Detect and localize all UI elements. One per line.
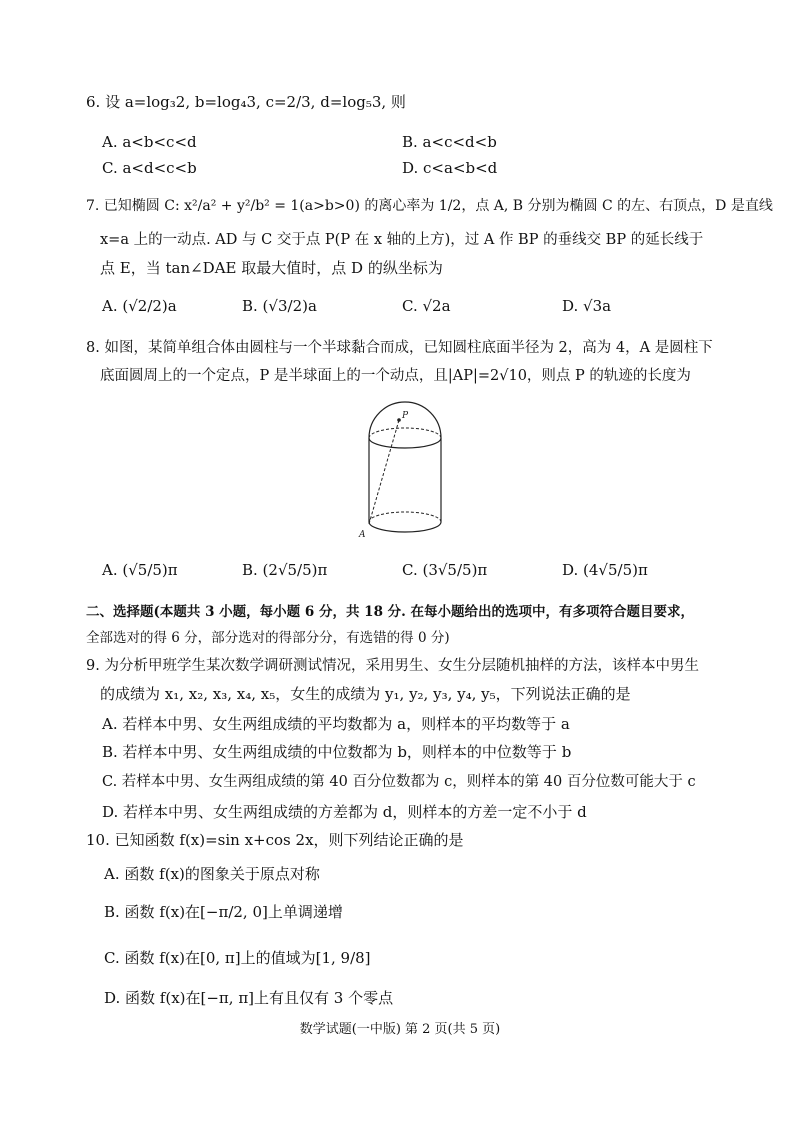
q6-option-a: A. a<b<c<d (102, 133, 197, 151)
q7-option-b: B. (√3/2)a (242, 297, 317, 315)
q8-option-b: B. (2√5/5)π (242, 561, 328, 579)
point-p (397, 418, 401, 422)
section2-heading-line-2: 全部选对的得 6 分，部分选对的得部分分，有选错的得 0 分) (86, 630, 450, 646)
segment-ap (369, 420, 399, 524)
bottom-ellipse-back (369, 512, 441, 522)
page-footer: 数学试题(一中版) 第 2 页(共 5 页) (299, 1022, 501, 1037)
q8-option-a: A. (√5/5)π (102, 561, 178, 579)
cylinder-hemisphere-figure (355, 398, 455, 542)
q8-line-1: 8. 如图，某简单组合体由圆柱与一个半球黏合而成，已知圆柱底面半径为 2，高为 4，A 是圆柱下 (86, 340, 713, 356)
q7-option-a: A. (√2/2)a (102, 297, 177, 315)
label-p: P (402, 411, 409, 421)
q9-option-c: C. 若样本中男、女生两组成绩的第 40 百分位数都为 c，则样本的第 40 百分位数可能大于 c (102, 774, 696, 790)
bottom-ellipse-front (369, 522, 441, 532)
top-ellipse-back (369, 428, 441, 438)
q10-option-c: C. 函数 f(x)在[0, π]上的值域为[1, 9/8] (104, 949, 371, 967)
q7-line-1: 7. 已知椭圆 C: x²/a² + y²/b² = 1(a>b>0) 的离心率为 1/2，点 A, B 分别为椭圆 C 的左、右顶点，D 是直线 (86, 198, 773, 214)
q6-stem: 6. 设 a=log₃2, b=log₄3, c=2/3, d=log₅3, 则 (86, 93, 406, 111)
q9-option-b: B. 若样本中男、女生两组成绩的中位数都为 b，则样本的中位数等于 b (102, 743, 572, 761)
q10-option-d: D. 函数 f(x)在[−π, π]上有且仅有 3 个零点 (104, 989, 394, 1007)
q9-option-d: D. 若样本中男、女生两组成绩的方差都为 d，则样本的方差一定不小于 d (102, 803, 587, 821)
q7-option-d: D. √3a (562, 297, 612, 315)
q7-line-2: x=a 上的一动点. AD 与 C 交于点 P(P 在 x 轴的上方)，过 A 作 BP 的垂线交 BP 的延长线于 (100, 232, 704, 248)
q9-line-1: 9. 为分析甲班学生某次数学调研测试情况，采用男生、女生分层随机抽样的方法，该样本中男生 (86, 658, 699, 674)
q9-line-2: 的成绩为 x₁, x₂, x₃, x₄, x₅，女生的成绩为 y₁, y₂, y₃, y₄, y₅，下列说法正确的是 (100, 685, 631, 703)
q6-option-b: B. a<c<d<b (402, 133, 497, 151)
q7-option-c: C. √2a (402, 297, 451, 315)
q6-option-c: C. a<d<c<b (102, 159, 197, 177)
q8-option-c: C. (3√5/5)π (402, 561, 488, 579)
section2-heading-line-1: 二、选择题(本题共 3 小题，每小题 6 分，共 18 分. 在每小题给出的选项中，有多项符合题目要求， (86, 604, 695, 620)
top-ellipse-front (369, 438, 441, 448)
label-a: A (359, 530, 366, 540)
q10-option-a: A. 函数 f(x)的图象关于原点对称 (104, 865, 320, 883)
q10-stem: 10. 已知函数 f(x)=sin x+cos 2x，则下列结论正确的是 (86, 831, 464, 849)
q8-option-d: D. (4√5/5)π (562, 561, 648, 579)
q6-option-d: D. c<a<b<d (402, 159, 498, 177)
q10-option-b: B. 函数 f(x)在[−π/2, 0]上单调递增 (104, 903, 343, 921)
q7-line-3: 点 E，当 tan∠DAE 取最大值时，点 D 的纵坐标为 (100, 259, 443, 277)
q8-line-2: 底面圆周上的一个定点，P 是半球面上的一个动点，且|AP|=2√10，则点 P 的轨迹的长度为 (100, 368, 691, 384)
q9-option-a: A. 若样本中男、女生两组成绩的平均数都为 a，则样本的平均数等于 a (102, 715, 570, 733)
